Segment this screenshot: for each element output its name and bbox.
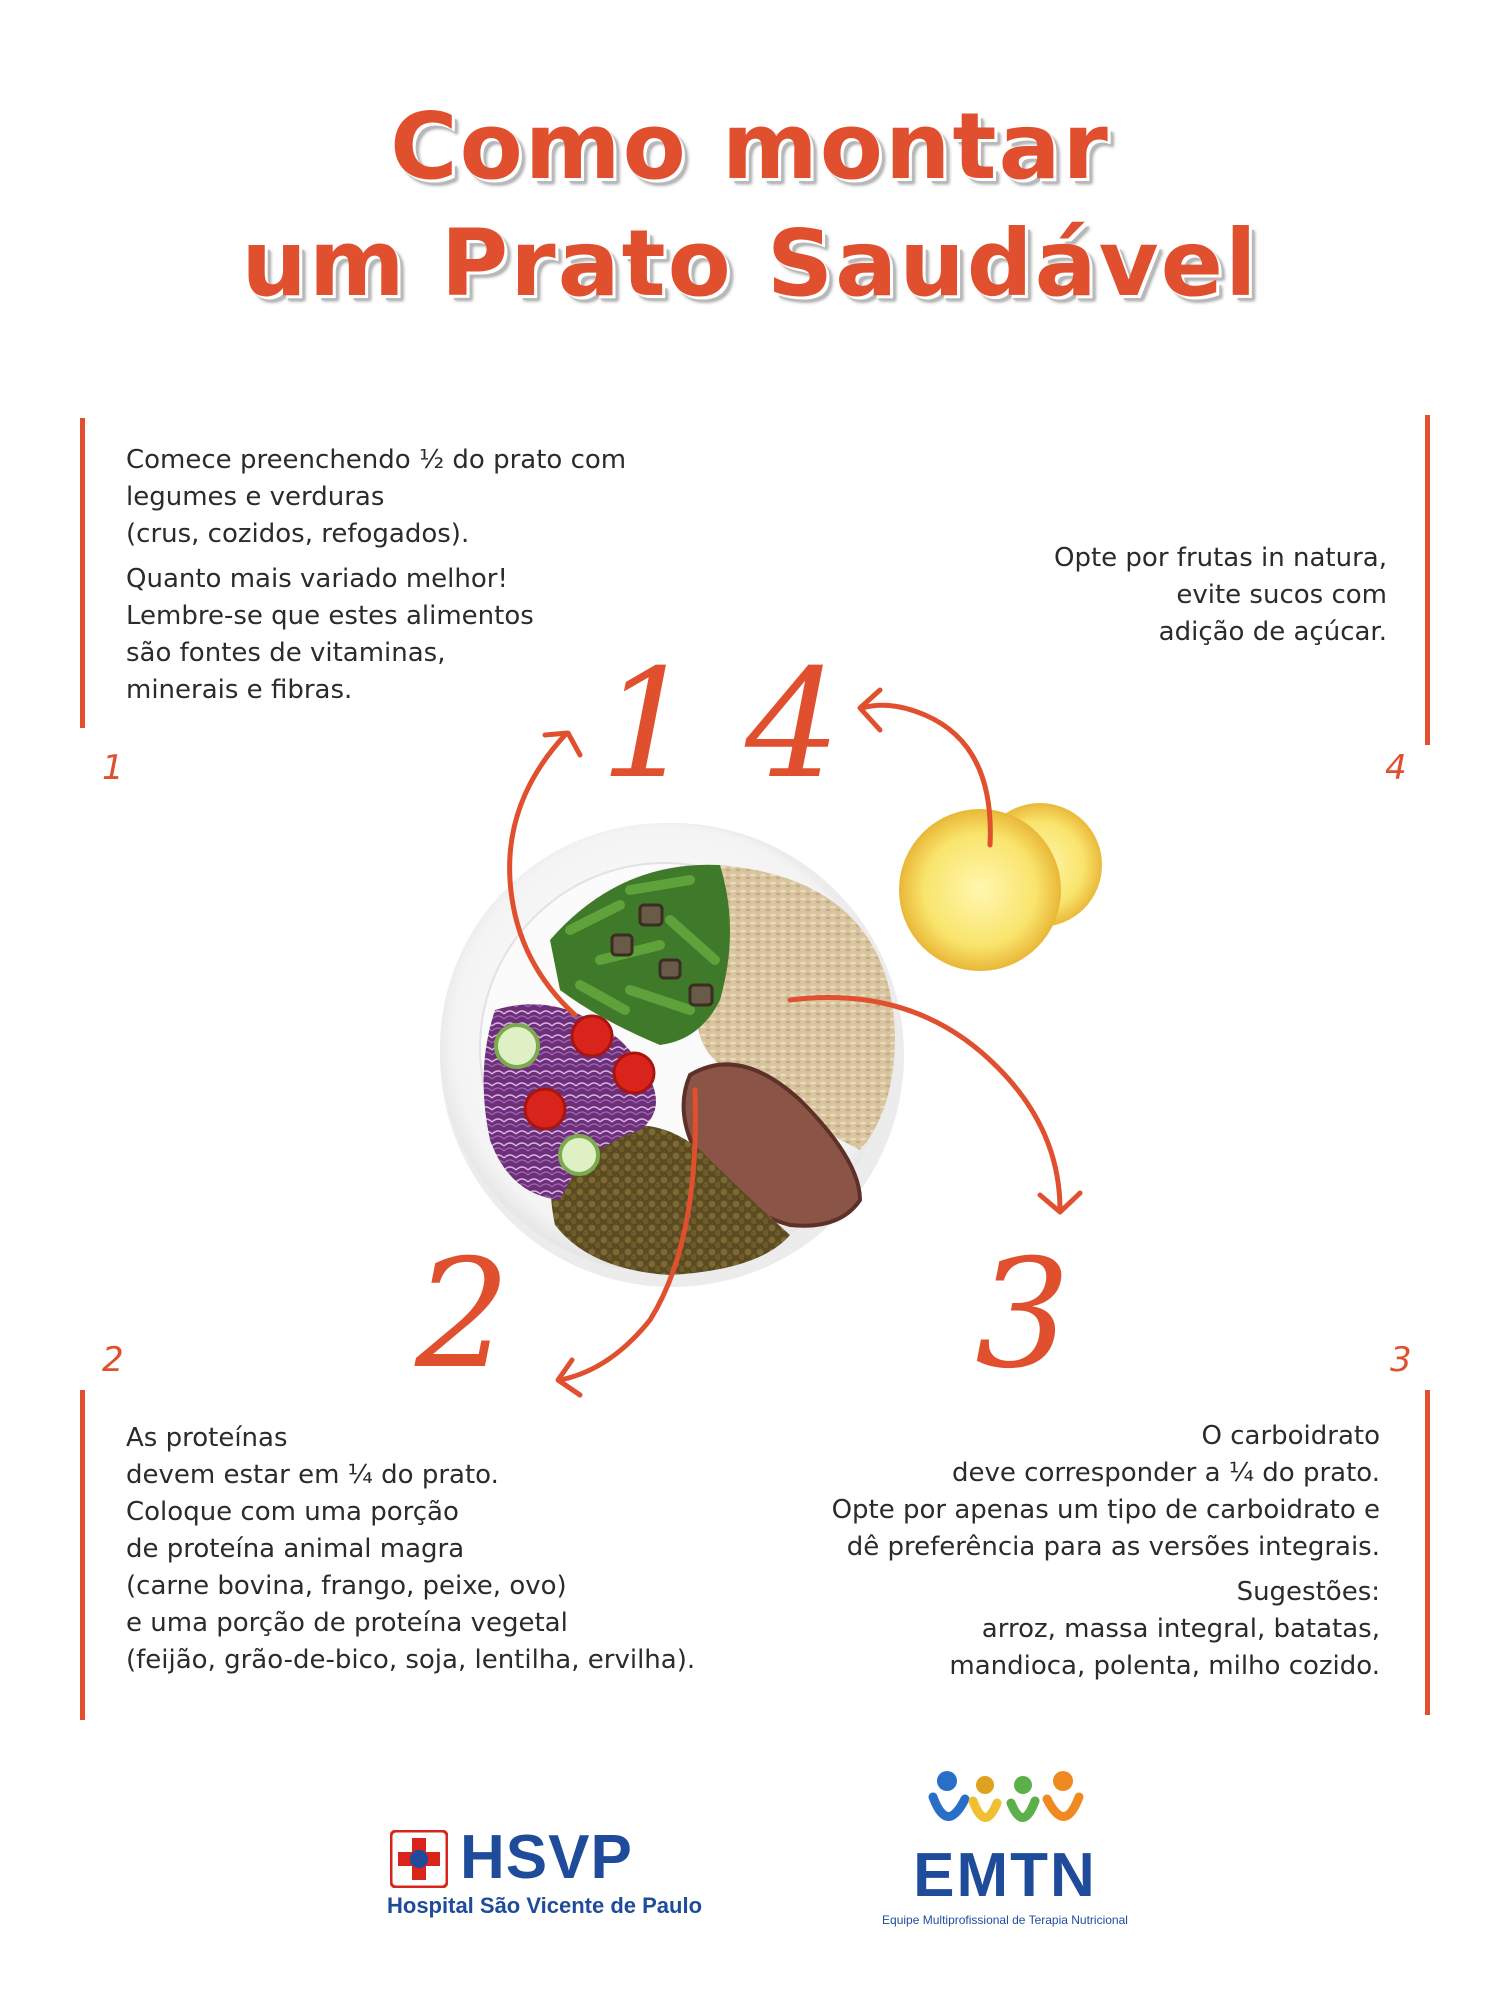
hsvp-subtitle: Hospital São Vicente de Paulo	[387, 1893, 703, 1918]
step2-number-label: 2	[102, 1340, 124, 1380]
big-number-4: 4	[745, 638, 841, 812]
step3-line: Sugestões:	[1236, 1577, 1380, 1607]
big-number-2: 2	[415, 1228, 511, 1402]
step1-line: legumes e verduras	[126, 482, 385, 512]
title-line-2: um Prato Saudável	[241, 210, 1259, 317]
hsvp-cross-icon	[390, 1830, 448, 1888]
step3-line: dê preferência para as versões integrais.	[846, 1532, 1380, 1562]
tomato-slice	[525, 1089, 565, 1129]
step1-line: Quanto mais variado melhor!	[126, 564, 508, 594]
step3-line: Opte por apenas um tipo de carboidrato e	[831, 1495, 1380, 1525]
step1-line: (crus, cozidos, refogados).	[126, 519, 470, 549]
step2-line: (feijão, grão-de-bico, soja, lentilha, ervilha).	[126, 1645, 696, 1675]
step1-line: minerais e fibras.	[126, 675, 353, 705]
emtn-people-icon	[925, 1765, 1085, 1845]
step1-line: Lembre-se que estes alimentos	[126, 601, 534, 631]
step4-number-label: 4	[1385, 748, 1407, 788]
step3-line: arroz, massa integral, batatas,	[981, 1614, 1380, 1644]
step4-line: adição de açúcar.	[1158, 617, 1387, 647]
step1-line: Comece preenchendo ½ do prato com	[126, 445, 627, 475]
step4-line: evite sucos com	[1176, 580, 1387, 610]
pineapple-slice	[900, 810, 1060, 970]
step3-line: mandioca, polenta, milho cozido.	[949, 1651, 1380, 1681]
step2-line: devem estar em ¼ do prato.	[126, 1460, 499, 1490]
emtn-name: EMTN	[913, 1841, 1097, 1910]
arrow-step4-head	[860, 690, 880, 730]
step2-line: de proteína animal magra	[126, 1534, 465, 1564]
big-number-3: 3	[975, 1228, 1071, 1402]
step3-line: deve corresponder a ¼ do prato.	[952, 1458, 1380, 1488]
step1-line: são fontes de vitaminas,	[126, 638, 446, 668]
hsvp-name: HSVP	[460, 1823, 633, 1892]
cucumber-slice	[560, 1136, 598, 1174]
tomato-slice	[614, 1053, 654, 1093]
cucumber-slice	[496, 1025, 538, 1067]
emtn-logo	[880, 1765, 1130, 1940]
step3-line: O carboidrato	[1201, 1421, 1380, 1451]
step4-line: Opte por frutas in natura,	[1054, 543, 1387, 573]
big-number-1: 1	[600, 638, 696, 812]
step2-line: (carne bovina, frango, peixe, ovo)	[126, 1571, 567, 1601]
tomato-slice	[572, 1016, 612, 1056]
title-line-1: Como montar	[390, 93, 1110, 200]
step2-line: e uma porção de proteína vegetal	[126, 1608, 568, 1638]
step1-number-label: 1	[102, 748, 124, 788]
step2-line: As proteínas	[126, 1423, 288, 1453]
step2-line: Coloque com uma porção	[126, 1497, 459, 1527]
emtn-subtitle: Equipe Multiprofissional de Terapia Nutricional	[882, 1913, 1128, 1927]
hsvp-logo	[385, 1825, 720, 1925]
step3-number-label: 3	[1390, 1340, 1412, 1380]
